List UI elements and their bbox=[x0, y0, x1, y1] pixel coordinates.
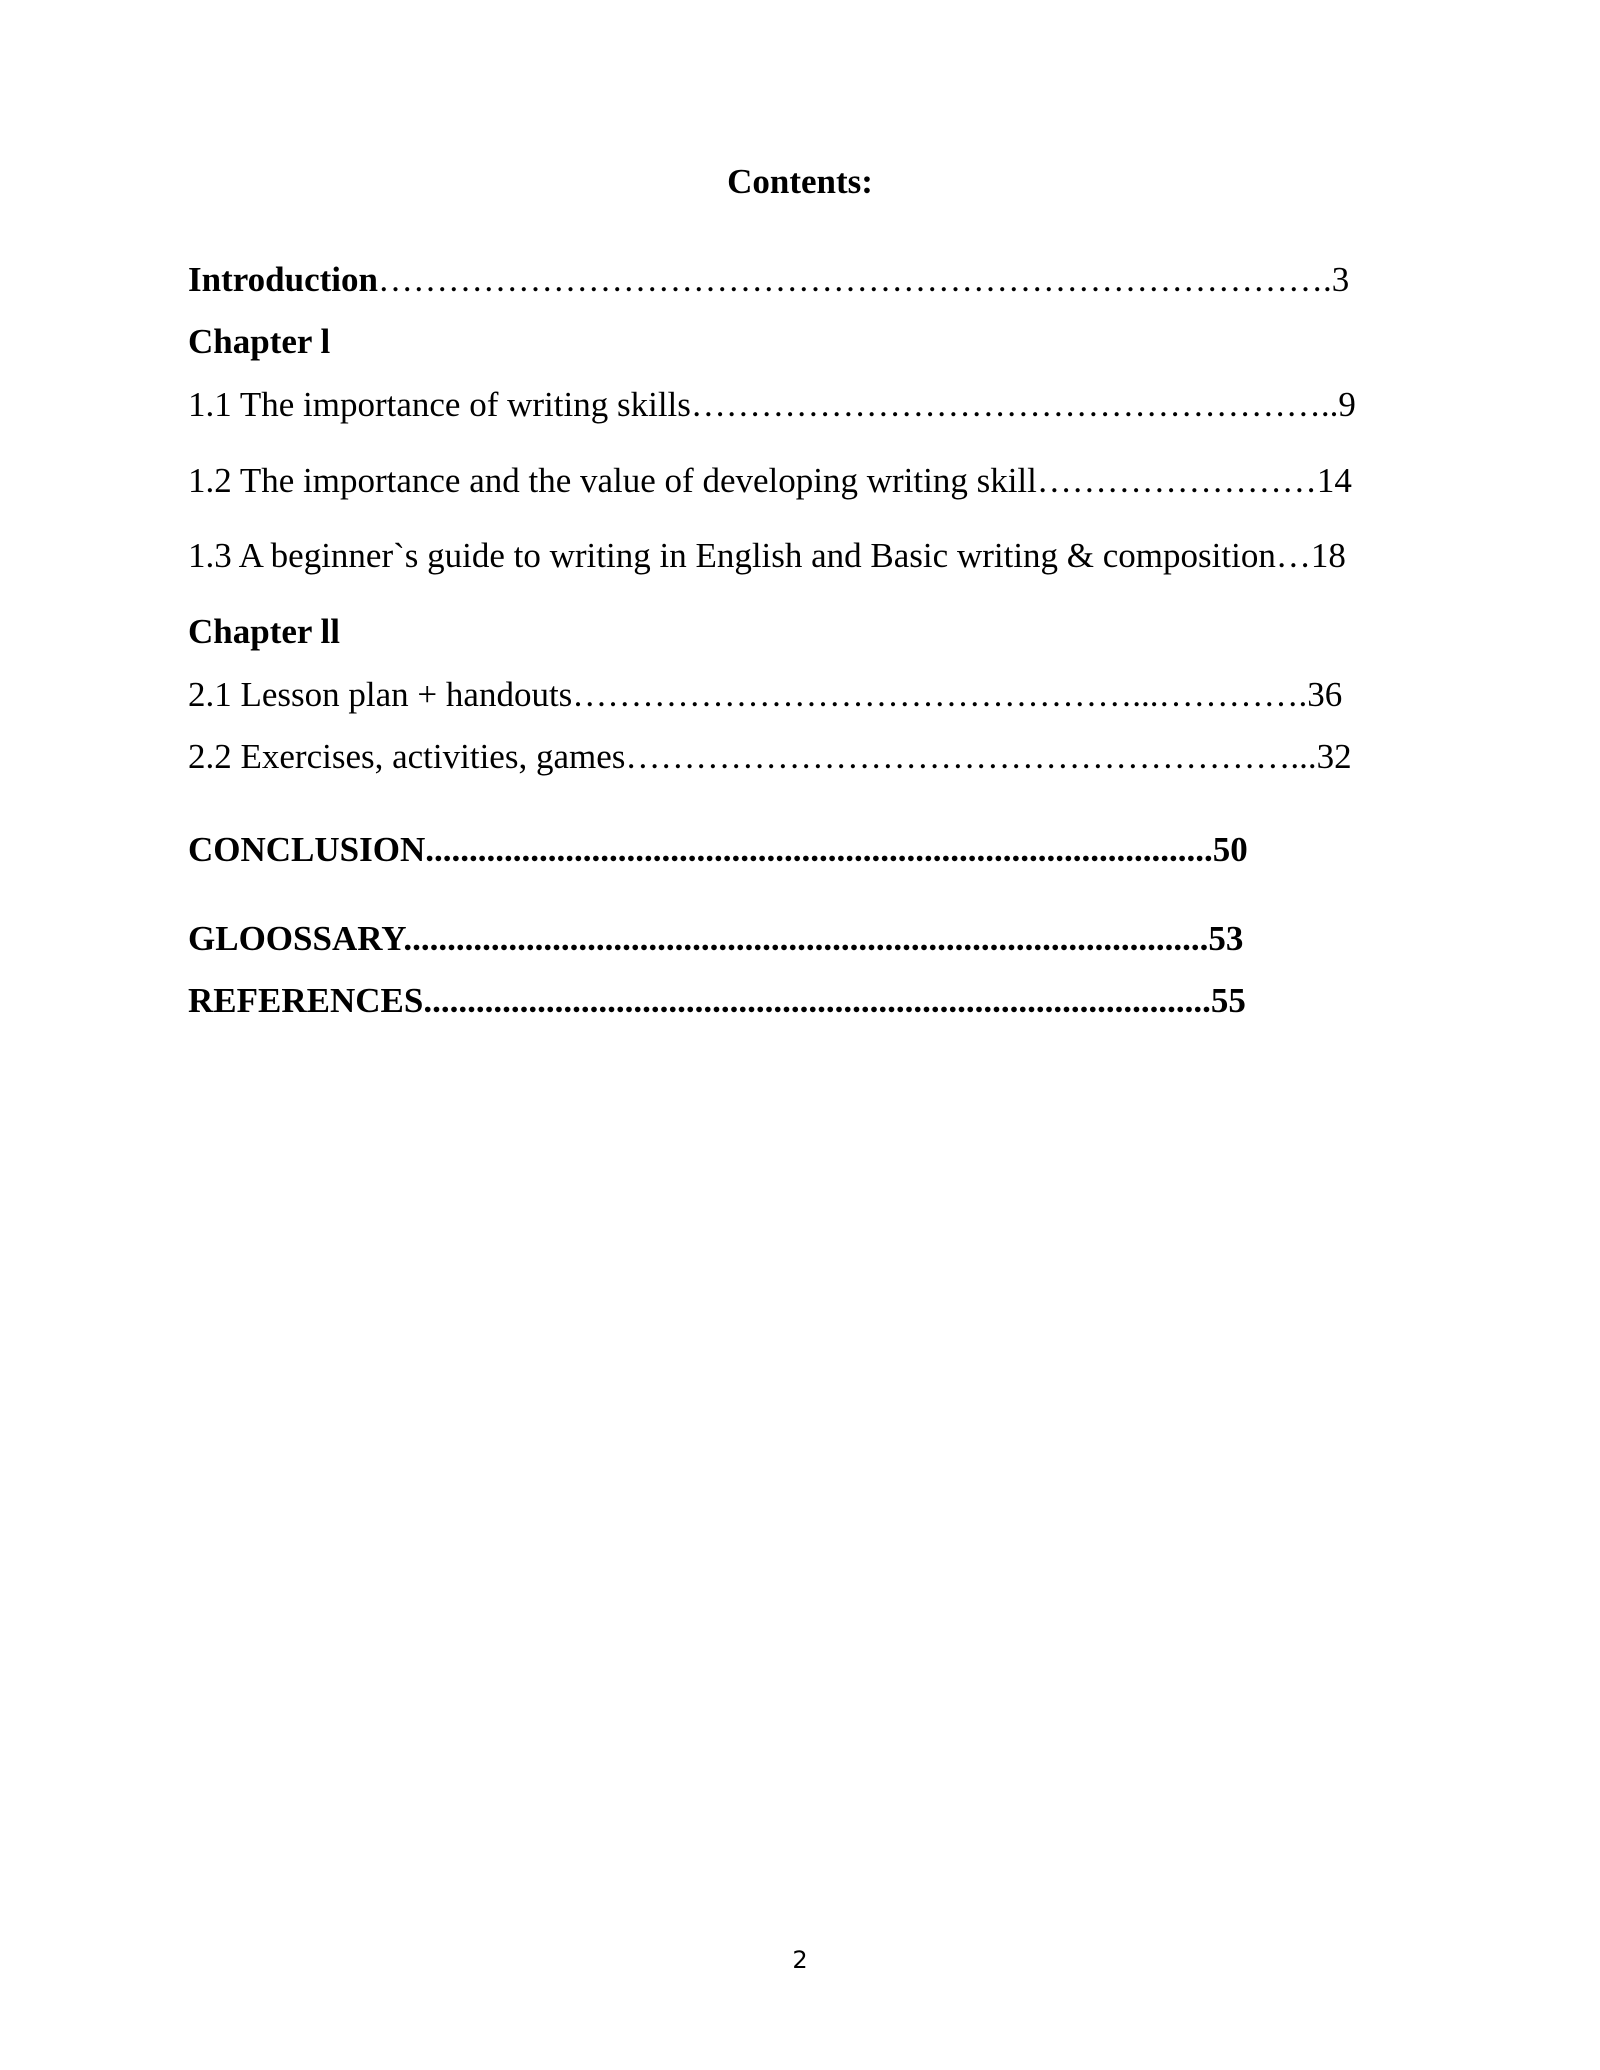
toc-entry-references: REFERENCES..........................................................................................55 bbox=[188, 981, 1246, 1020]
toc-entry-glossary: GLOOSSARY............................................................................................53 bbox=[188, 919, 1244, 958]
toc-chapter-1-heading: Chapter l bbox=[188, 322, 331, 361]
toc-entry-1-2: 1.2 The importance and the value of developing writing skill……………………14 bbox=[188, 461, 1352, 500]
toc-entry-2-1: 2.1 Lesson plan + handouts…………………………………………...………….36 bbox=[188, 675, 1343, 714]
toc-entry-1-1: 1.1 The importance of writing skills………………………………………………..9 bbox=[188, 385, 1356, 424]
contents-title: Contents: bbox=[727, 162, 873, 201]
toc-entry-1-3: 1.3 A beginner`s guide to writing in English and Basic writing & composition…18 bbox=[188, 536, 1346, 575]
toc-entry-introduction: Introduction……………………………………………………………………….3 bbox=[188, 260, 1350, 299]
toc-entry-2-2: 2.2 Exercises, activities, games…………………………………………………...32 bbox=[188, 737, 1352, 776]
toc-entry-conclusion: CONCLUSION..........................................................................................50 bbox=[188, 830, 1248, 869]
page-number: 2 bbox=[792, 1946, 808, 1974]
toc-chapter-2-heading: Chapter ll bbox=[188, 612, 340, 651]
